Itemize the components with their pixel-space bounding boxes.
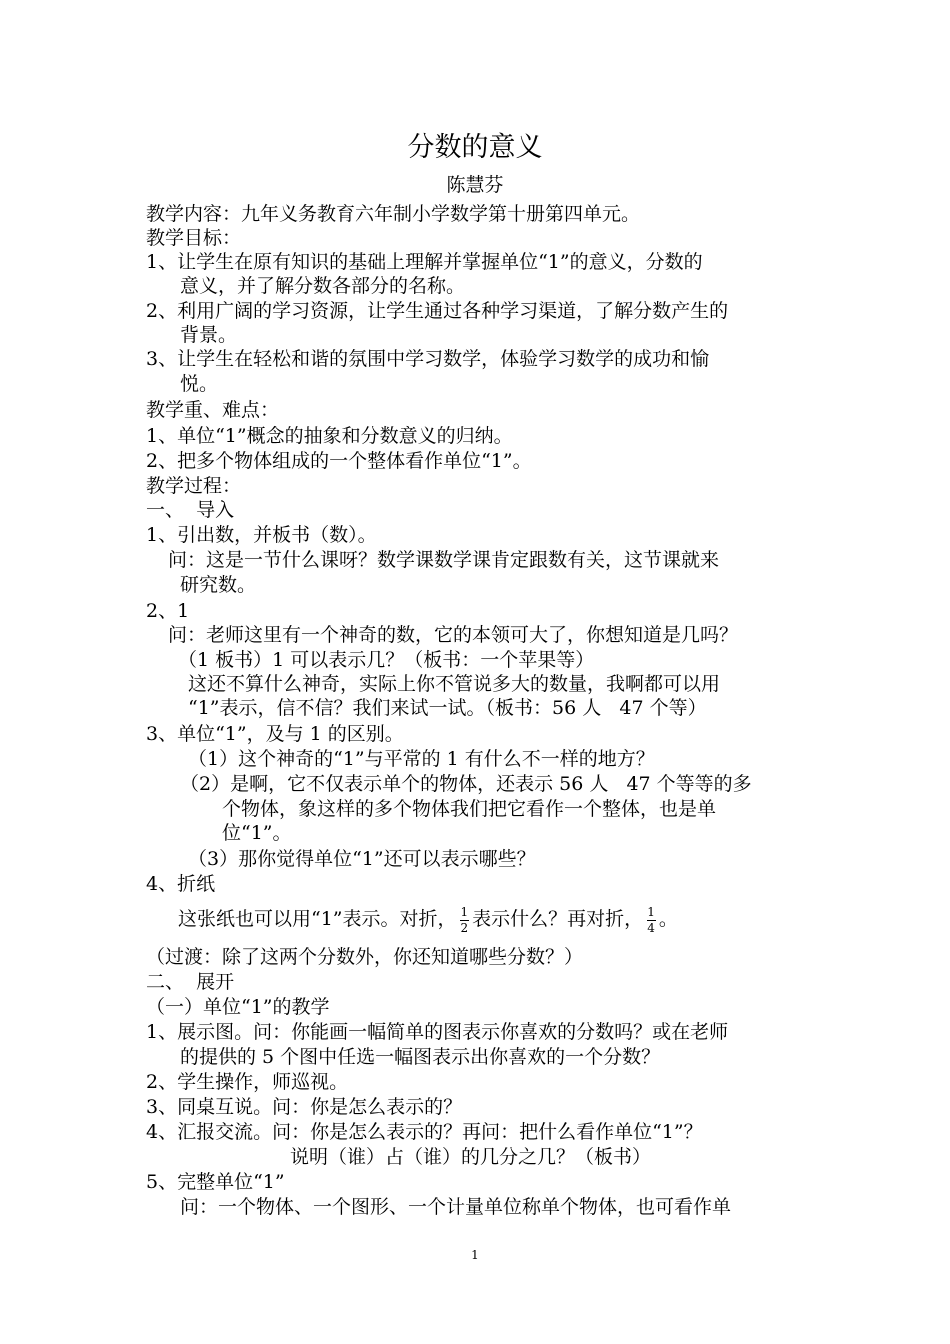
text-line: “1”表示，信不信？我们来试一试。（板书：56 人 47 个等） [188, 697, 707, 719]
text-line: 研究数。 [180, 574, 257, 596]
section-heading: 教学过程： [146, 475, 242, 497]
text-line: 1、单位“1”概念的抽象和分数意义的归纳。 [146, 425, 513, 447]
text-line: （1 板书）1 可以表示几？（板书：一个苹果等） [178, 649, 595, 671]
text-line: 问：一个物体、一个图形、一个计量单位称单个物体，也可看作单 [180, 1196, 732, 1218]
document-author: 陈慧芬 [446, 174, 504, 196]
fraction-numerator: 1 [460, 904, 469, 919]
section-heading: 一、 导入 [146, 499, 235, 521]
section-heading: 教学目标： [146, 227, 242, 249]
text-line: 1、引出数，并板书（数）。 [146, 524, 377, 546]
text-segment: 这张纸也可以用“1”表示。对折， [178, 908, 457, 930]
text-line: 2、学生操作，师巡视。 [146, 1071, 349, 1093]
text-line: 背景。 [180, 324, 238, 346]
text-line: （1）这个神奇的“1”与平常的 1 有什么不一样的地方？ [188, 748, 655, 770]
text-segment: 表示什么？再对折， [472, 908, 644, 930]
text-line: 位“1”。 [222, 822, 292, 844]
fraction-denominator: 4 [647, 920, 655, 935]
text-line: 3、同桌互说。问：你是怎么表示的？ [146, 1096, 463, 1118]
text-line: （过渡：除了这两个分数外，你还知道哪些分数？） [146, 946, 584, 968]
text-line: 说明（谁）占（谁）的几分之几？（板书） [290, 1146, 652, 1168]
text-line: 悦。 [180, 373, 219, 395]
text-line: 这还不算什么神奇，实际上你不管说多大的数量，我啊都可以用 [188, 673, 721, 695]
section-heading: 二、 展开 [146, 971, 235, 993]
text-line: 2、1 [146, 600, 190, 622]
text-line: 2、利用广阔的学习资源，让学生通过各种学习渠道，了解分数产生的 [146, 300, 729, 322]
text-line: 问：这是一节什么课呀？数学课数学课肯定跟数有关，这节课就来 [168, 549, 720, 571]
section-heading: （一）单位“1”的教学 [146, 996, 330, 1018]
text-line: 问：老师这里有一个神奇的数，它的本领可大了，你想知道是几吗？ [168, 624, 739, 646]
text-line: 意义，并了解分数各部分的名称。 [180, 275, 466, 297]
text-line: 3、单位“1”，及与 1 的区别。 [146, 723, 404, 745]
text-line: 4、汇报交流。问：你是怎么表示的？再问：把什么看作单位“1”？ [146, 1121, 703, 1143]
document-title: 分数的意义 [407, 132, 543, 163]
text-line: （3）那你觉得单位“1”还可以表示哪些？ [188, 848, 536, 870]
text-line: （2）是啊，它不仅表示单个的物体，还表示 56 人 47 个等等的多 [180, 773, 752, 795]
text-line: 个物体，象这样的多个物体我们把它看作一个整体，也是单 [222, 798, 717, 820]
text-line: 2、把多个物体组成的一个整体看作单位“1”。 [146, 450, 532, 472]
fraction-one-half [460, 906, 470, 935]
fraction-one-quarter [646, 906, 656, 935]
text-segment: 。 [658, 908, 678, 930]
text-line: 教学内容：九年义务教育六年制小学数学第十册第四单元。 [146, 203, 641, 225]
section-heading: 教学重、难点： [146, 399, 280, 421]
page-number: 1 [471, 1248, 479, 1262]
fraction-numerator: 1 [647, 904, 655, 919]
text-line: 4、折纸 [146, 873, 216, 895]
text-line: 1、让学生在原有知识的基础上理解并掌握单位“1”的意义，分数的 [146, 251, 703, 273]
fraction-denominator: 2 [460, 920, 469, 935]
text-line: 的提供的 5 个图中任选一幅图表示出你喜欢的一个分数？ [180, 1046, 661, 1068]
text-line: 1、展示图。问：你能画一幅简单的图表示你喜欢的分数吗？或在老师 [146, 1021, 729, 1043]
text-line: 3、让学生在轻松和谐的氛围中学习数学，体验学习数学的成功和愉 [146, 348, 710, 370]
text-line: 5、完整单位“1” [146, 1171, 285, 1193]
fraction-line [178, 904, 678, 935]
